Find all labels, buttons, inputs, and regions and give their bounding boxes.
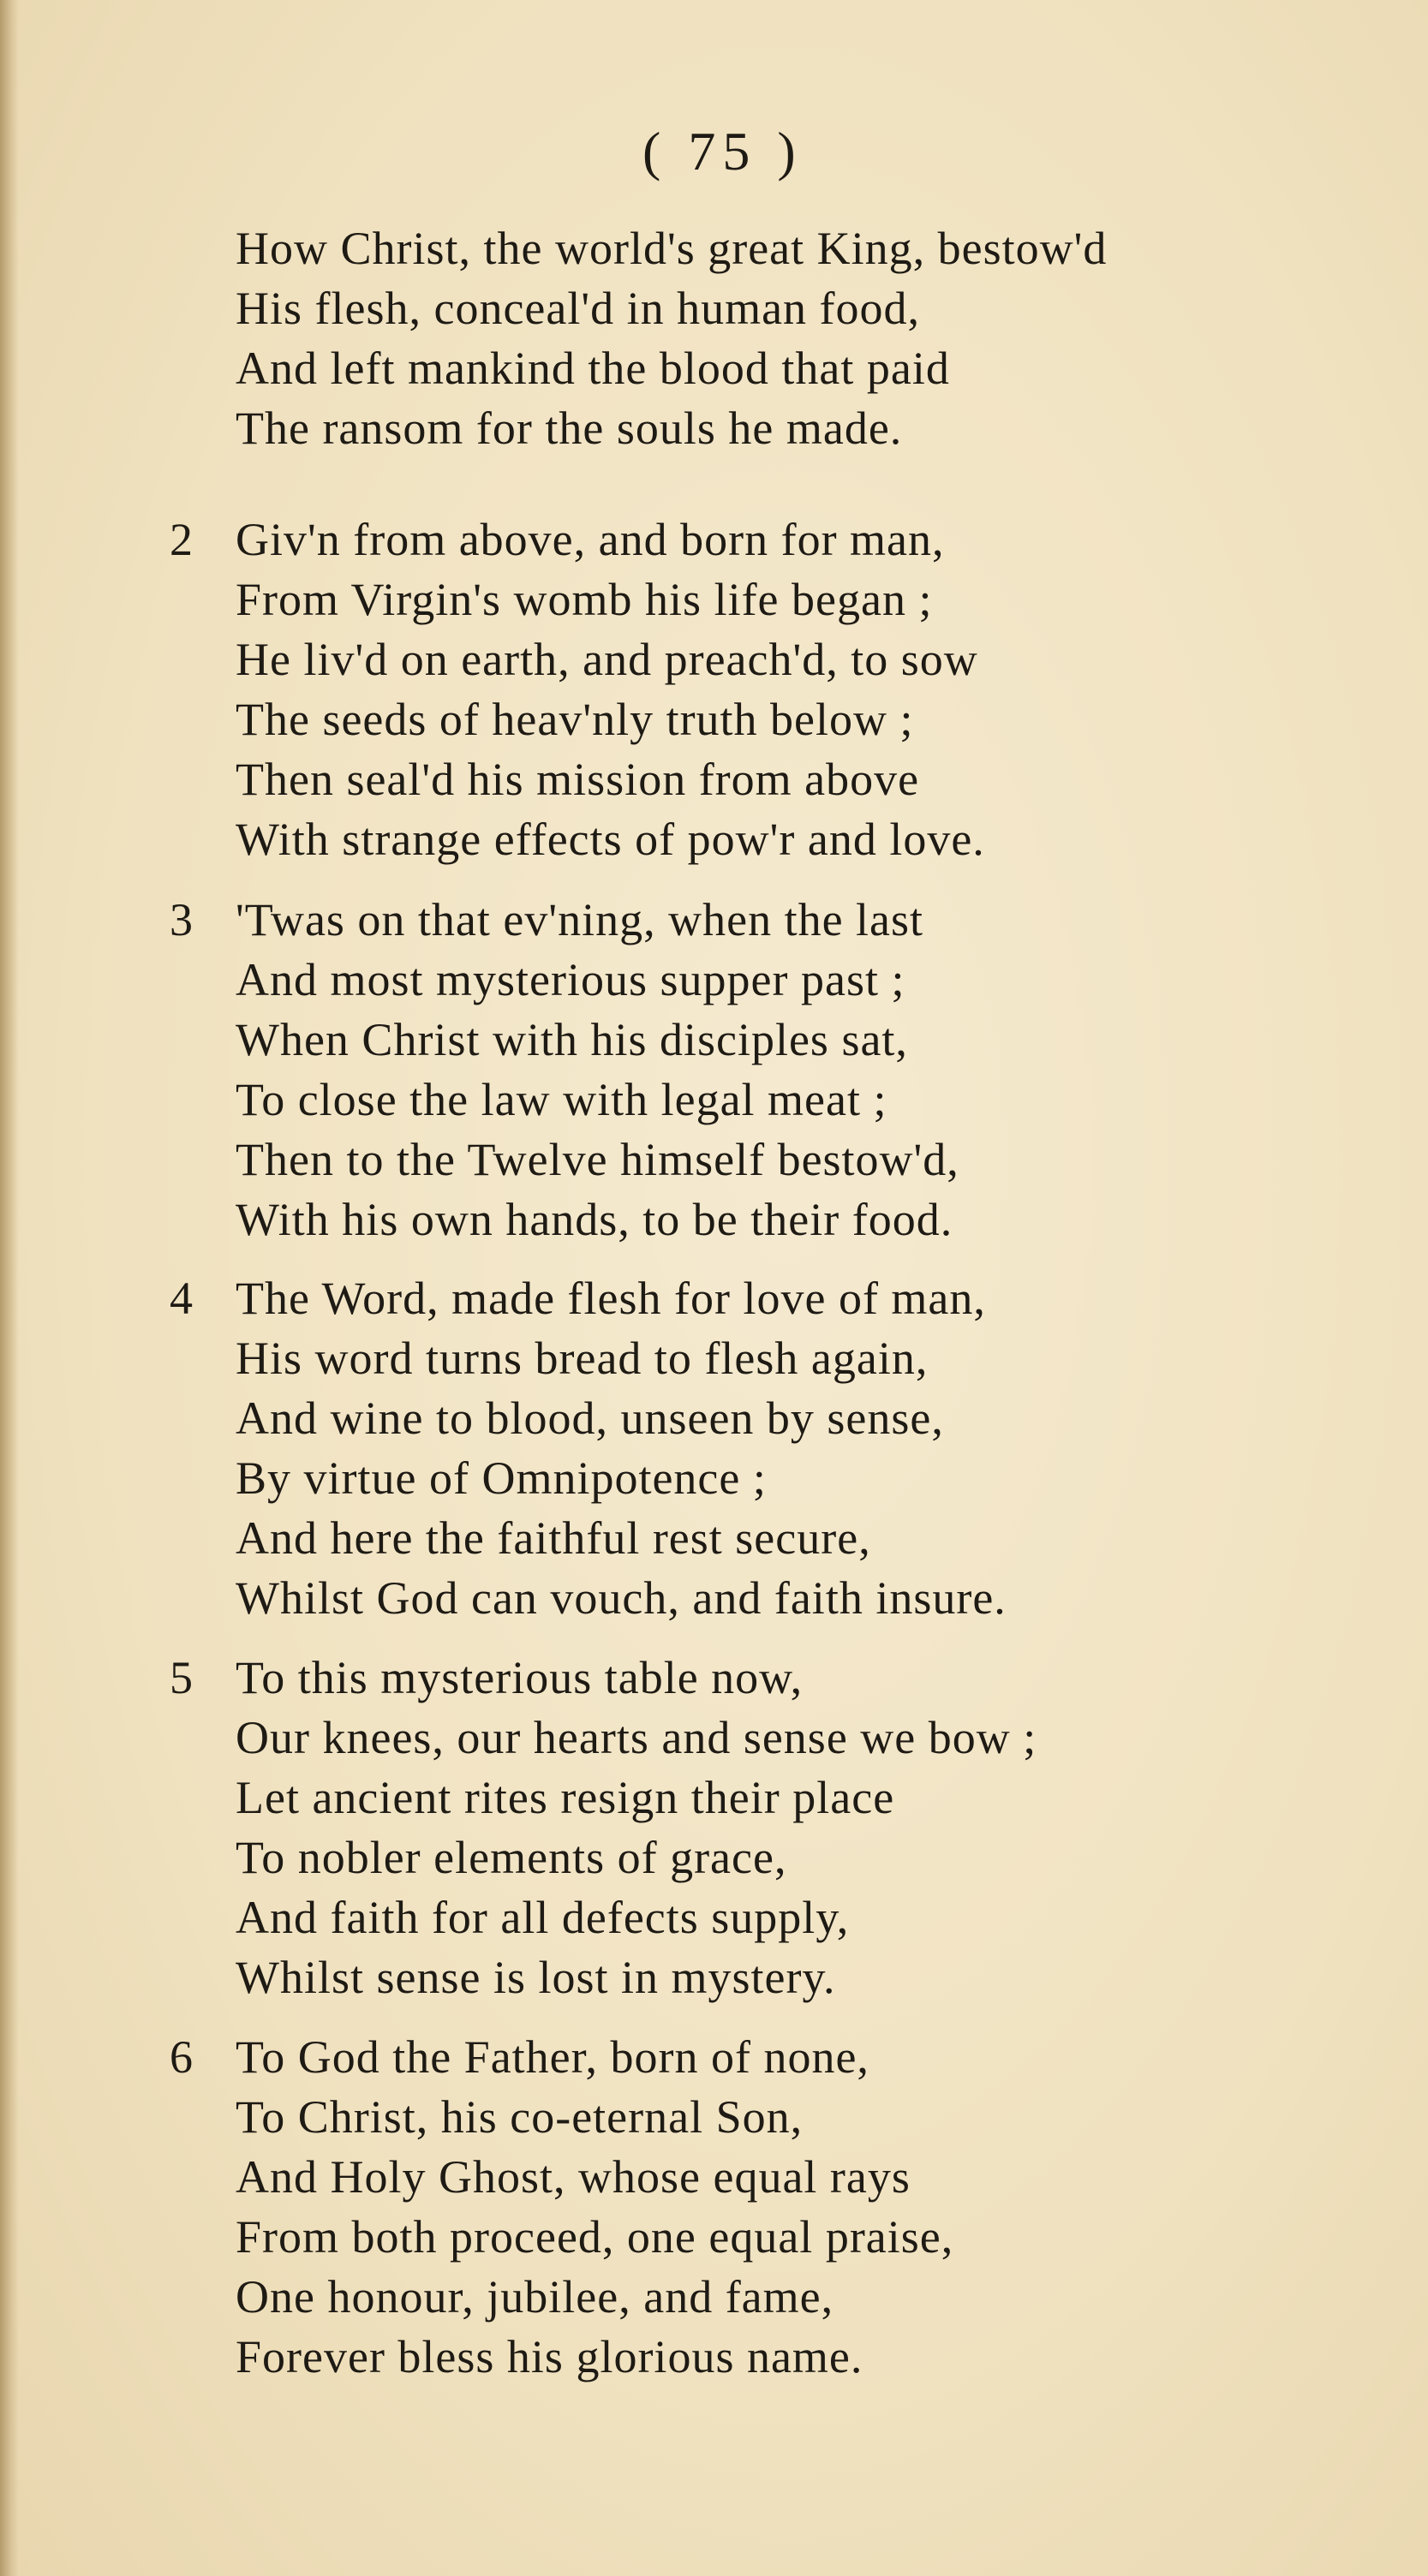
verse-line: To close the law with legal meat ; xyxy=(236,1074,887,1125)
verse-line: To this mysterious table now, xyxy=(236,1652,804,1703)
page-binding-edge xyxy=(0,0,19,2576)
verse-line: Giv'n from above, and born for man, xyxy=(236,514,945,565)
verse-line: The ransom for the souls he made. xyxy=(236,402,903,454)
verse-line: With strange effects of pow'r and love. xyxy=(236,814,985,865)
stanza-number: 2 xyxy=(170,514,193,565)
verse-line: His word turns bread to flesh again, xyxy=(236,1333,929,1384)
verse-line: Then seal'd his mission from above xyxy=(236,754,920,805)
verse-line: To Christ, his co-eternal Son, xyxy=(236,2091,804,2143)
stanza-number: 4 xyxy=(170,1273,193,1324)
verse-line: He liv'd on earth, and preach'd, to sow xyxy=(236,634,978,685)
stanza-number: 3 xyxy=(170,894,193,945)
verse-line: Whilst God can vouch, and faith insure. xyxy=(236,1572,1007,1624)
verse-line: Then to the Twelve himself bestow'd, xyxy=(236,1134,959,1185)
verse-line: The Word, made flesh for love of man, xyxy=(236,1273,986,1324)
verse-line: When Christ with his disciples sat, xyxy=(236,1014,908,1065)
verse-line: One honour, jubilee, and fame, xyxy=(236,2271,834,2323)
verse-line: From both proceed, one equal praise, xyxy=(236,2211,954,2263)
verse-line: And wine to blood, unseen by sense, xyxy=(236,1392,944,1444)
verse-line: The seeds of heav'nly truth below ; xyxy=(236,694,914,745)
verse-line: Let ancient rites resign their place xyxy=(236,1772,895,1823)
verse-line: And Holy Ghost, whose equal rays xyxy=(236,2151,911,2203)
stanza-number: 6 xyxy=(170,2031,193,2083)
verse-line: To God the Father, born of none, xyxy=(236,2031,869,2083)
verse-line: His flesh, conceal'd in human food, xyxy=(236,283,921,334)
verse-line: To nobler elements of grace, xyxy=(236,1832,787,1883)
page-number: ( 75 ) xyxy=(642,121,803,182)
verse-line: With his own hands, to be their food. xyxy=(236,1194,953,1245)
verse-line: And left mankind the blood that paid xyxy=(236,343,950,394)
verse-line: By virtue of Omnipotence ; xyxy=(236,1452,767,1504)
verse-line: From Virgin's womb his life began ; xyxy=(236,574,933,625)
verse-line: And faith for all defects supply, xyxy=(236,1892,850,1943)
verse-line: Whilst sense is lost in mystery. xyxy=(236,1952,836,2003)
stanza-number: 5 xyxy=(170,1652,193,1703)
verse-line: And here the faithful rest secure, xyxy=(236,1512,871,1564)
verse-line: 'Twas on that ev'ning, when the last xyxy=(236,894,924,945)
verse-line: Our knees, our hearts and sense we bow ; xyxy=(236,1712,1037,1763)
verse-line: And most mysterious supper past ; xyxy=(236,954,905,1005)
verse-line: How Christ, the world's great King, bestow'd xyxy=(236,223,1108,274)
verse-line: Forever bless his glorious name. xyxy=(236,2331,863,2382)
